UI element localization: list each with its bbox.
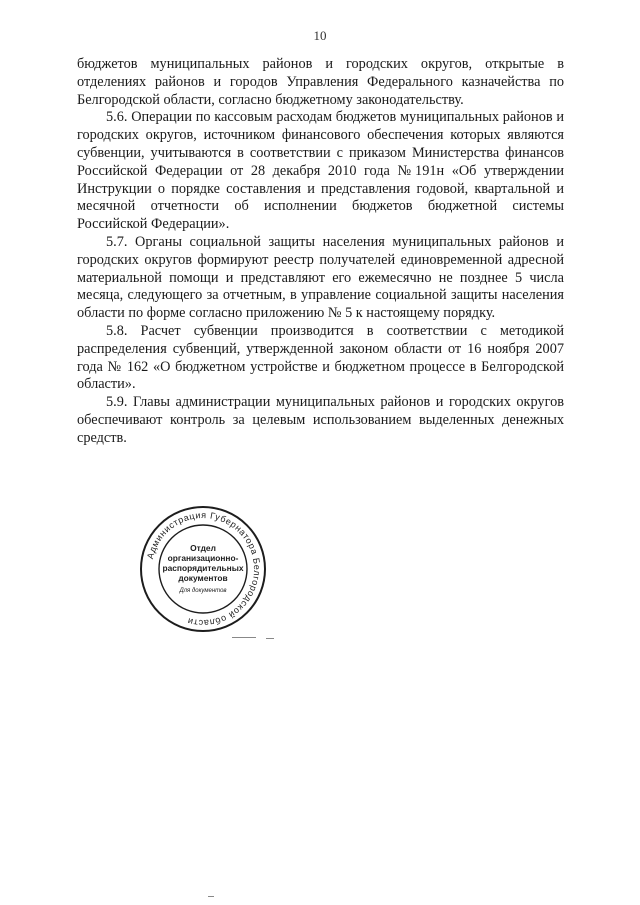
scan-artifact-line: [266, 638, 274, 639]
paragraph-continuation: бюджетов муниципальных районов и городских округов, открытые в отделениях районов и городов Управления Федерального казначейства по Белгородской области, согласно бюджетному законодательству.: [77, 56, 564, 108]
document-body: [77, 56, 564, 448]
paragraph-5-9: 5.9. Главы администрации муниципальных районов и городских округов обеспечивают контроль за целевым использованием выделенных денежных средств.: [77, 394, 564, 446]
scan-artifact-line: [208, 896, 214, 897]
stamp-ring-text: Администрация Губернатора Белгородской области: [145, 509, 263, 629]
official-stamp: [138, 504, 268, 634]
page-number: 10: [313, 28, 327, 43]
scan-artifact-line: [232, 637, 256, 638]
stamp-bottom-text: Для документов: [179, 587, 227, 594]
stamp-line: Отдел: [190, 542, 216, 553]
stamp-line: организационно-: [167, 552, 239, 563]
paragraph-5-6: 5.6. Операции по кассовым расходам бюджетов муниципальных районов и городских округов, источником финансового обеспечения которых являются субвенции, учитываются в соответствии с приказом Министерства финансов Российской Федерации от 28 декабря 2010 года №191н «Об утверждении Инструкции о порядке составления и представления годовой, квартальной и месячной отчетности об исполнении бюджетов бюджетной системы Российской Федерации».: [77, 109, 564, 233]
paragraph-5-8: 5.8. Расчет субвенции производится в соответствии с методикой распределения субвенций, утвержденной законом области от 16 ноября 2007 года № 162 «О бюджетном устройстве и бюджетном процессе в Белгородской области».: [77, 322, 564, 393]
stamp-center-text: [160, 528, 246, 610]
paragraph-5-7: 5.7. Органы социальной защиты населения муниципальных районов и городских округов формируют реестр получателей единовременной адресной материальной помощи и представляют его ежемесячно не позднее 5 числа месяца, следующего за отчетным, в управление социальной защиты населения области по форме согласно приложению № 5 к настоящему порядку.: [77, 233, 564, 322]
stamp-line: распорядительных: [162, 562, 244, 573]
stamp-line: документов: [178, 572, 228, 583]
